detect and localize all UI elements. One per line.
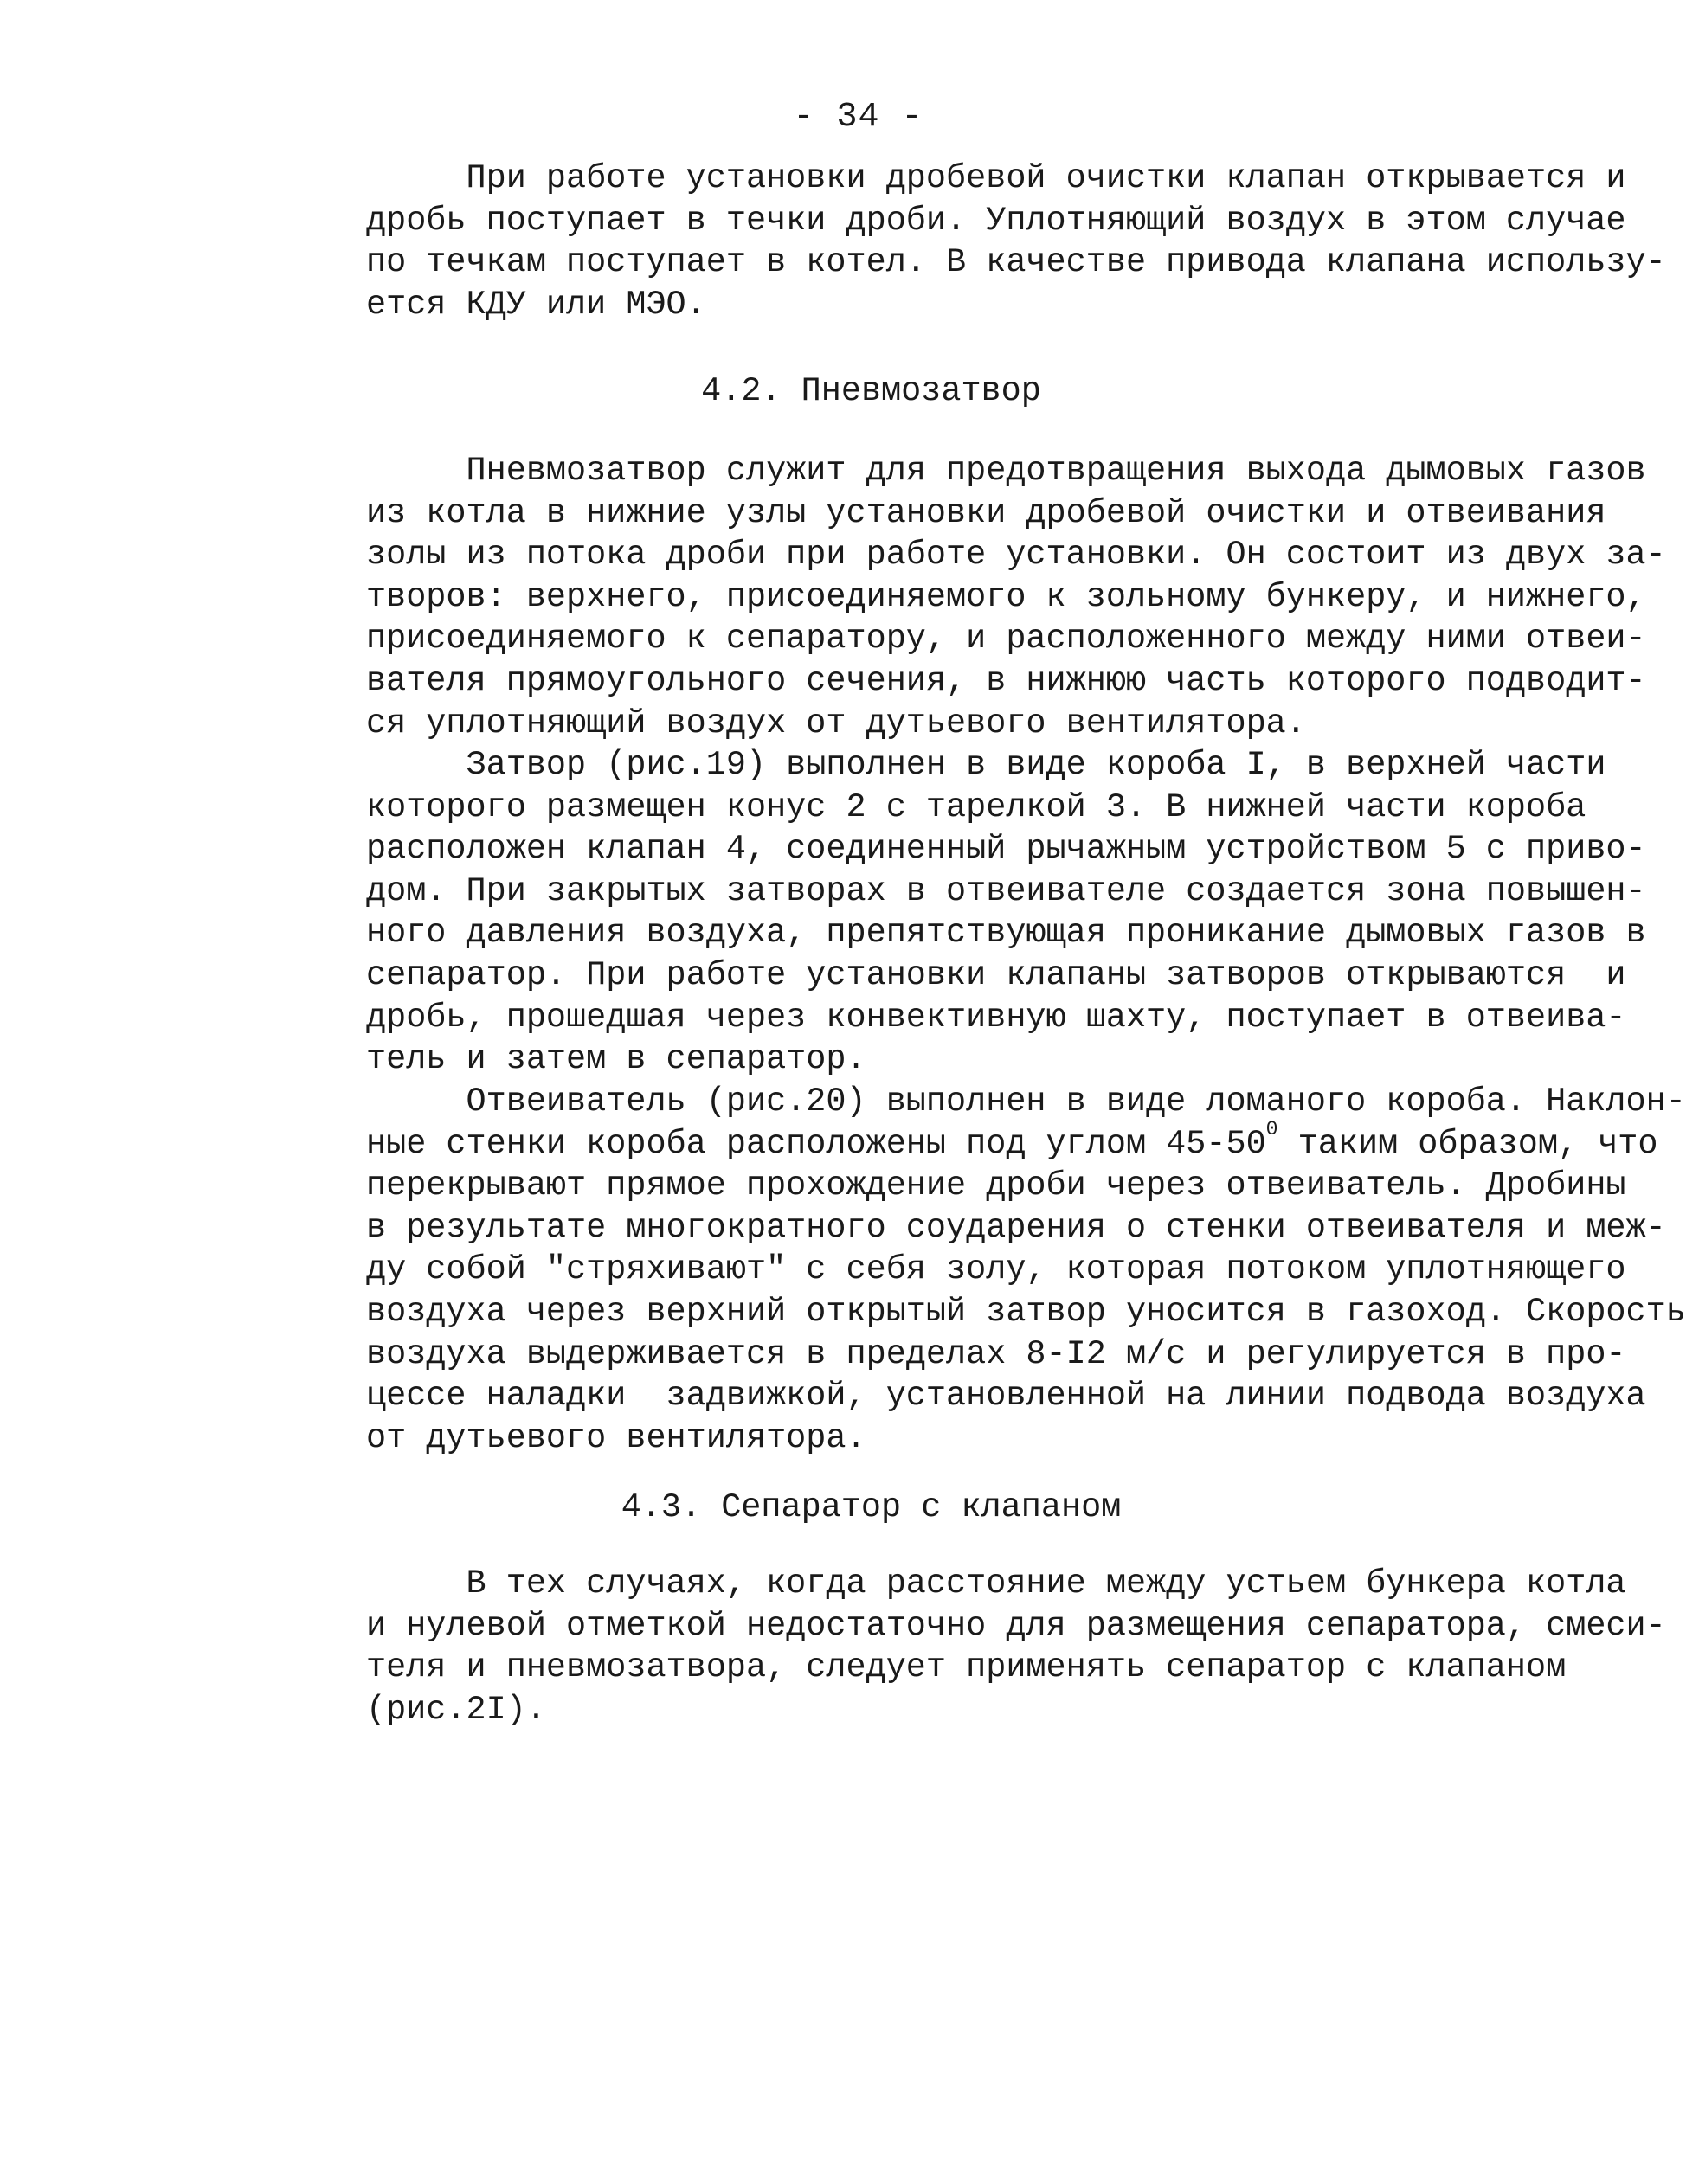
degree-superscript: 0 (1265, 1117, 1278, 1140)
intro-paragraph (366, 157, 1666, 325)
section-4-3-paragraph-1 (366, 1563, 1666, 1731)
text-line: в результате многократного соударения о стенки отвеивателя и меж- (366, 1208, 1666, 1247)
section-heading-4-3: 4.3. Сепаратор с клапаном (621, 1488, 1122, 1526)
text-line: и нулевой отметкой недостаточно для размещения сепаратора, смеси- (366, 1606, 1666, 1645)
text-line: цессе наладки задвижкой, установленной на линии подвода воздуха (366, 1377, 1646, 1416)
text-line: ного давления воздуха, препятствующая проникание дымовых газов в (366, 914, 1646, 953)
text-line: перекрывают прямое прохождение дроби через отвеиватель. Дробины (366, 1166, 1626, 1205)
text-line: присоединяемого к сепаратору, и расположенного между ними отвеи- (366, 620, 1646, 658)
text-line: воздуха выдерживается в пределах 8-I2 м/с и регулируется в про- (366, 1334, 1626, 1373)
text-line: Отвеиватель (рис.20) выполнен в виде ломаного короба. Наклон- (366, 1082, 1686, 1121)
text-line: творов: верхнего, присоединяемого к зольному бункеру, и нижнего, (366, 577, 1646, 616)
text-line: воздуха через верхний открытый затвор уносится в газоход. Скорость (366, 1292, 1686, 1331)
section-heading-4-2: 4.2. Пневмозатвор (701, 372, 1041, 410)
text-line: от дутьевого вентилятора. (366, 1418, 866, 1457)
text-line-with-superscript (366, 1117, 1658, 1166)
text-line: по течкам поступает в котел. В качестве привода клапана использу- (366, 243, 1666, 282)
text-line: Затвор (рис.19) выполнен в виде короба I, в верхней части (366, 746, 1606, 784)
text-line: Пневмозатвор служит для предотвращения выхода дымовых газов (366, 452, 1646, 490)
text-line: (рис.2I). (366, 1690, 546, 1729)
text-line: В тех случаях, когда расстояние между устьем бункера котла (366, 1564, 1626, 1603)
section-4-2-paragraph-2 (366, 744, 1646, 1081)
section-4-2-paragraph-3 (366, 1081, 1686, 1459)
text-line: теля и пневмозатвора, следует применять сепаратор с клапаном (366, 1648, 1567, 1687)
text-line: тель и затем в сепаратор. (366, 1040, 866, 1079)
text-fragment: таким образом, что (1277, 1124, 1658, 1163)
text-line: расположен клапан 4, соединенный рычажным устройством 5 с приво- (366, 830, 1646, 869)
text-line: сепаратор. При работе установки клапаны затворов открываются и (366, 955, 1626, 994)
section-4-2-paragraph-1 (366, 450, 1666, 744)
text-line: ся уплотняющий воздух от дутьевого вентилятора. (366, 703, 1306, 742)
text-line: ду собой "стряхивают" с себя золу, которая потоком уплотняющего (366, 1250, 1626, 1289)
text-line: из котла в нижние узлы установки дробевой очистки и отвеивания (366, 493, 1606, 532)
text-fragment: ные стенки короба расположены под углом 45-50 (366, 1124, 1266, 1163)
text-line: При работе установки дробевой очистки клапан открывается и (366, 159, 1626, 197)
text-line: дробь поступает в течки дроби. Уплотняющий воздух в этом случае (366, 201, 1626, 240)
text-line: которого размещен конус 2 с тарелкой 3. В нижней части короба (366, 787, 1586, 826)
text-line: дробь, прошедшая через конвективную шахту, поступает в отвеива- (366, 998, 1626, 1037)
text-line: вателя прямоугольного сечения, в нижнюю часть которого подводит- (366, 661, 1646, 700)
text-line: ется КДУ или МЭО. (366, 285, 706, 324)
text-line: золы из потока дроби при работе установки. Он состоит из двух за- (366, 536, 1666, 575)
page-number: - 34 - (793, 98, 923, 137)
text-line: дом. При закрытых затворах в отвеивателе создается зона повышен- (366, 871, 1646, 910)
